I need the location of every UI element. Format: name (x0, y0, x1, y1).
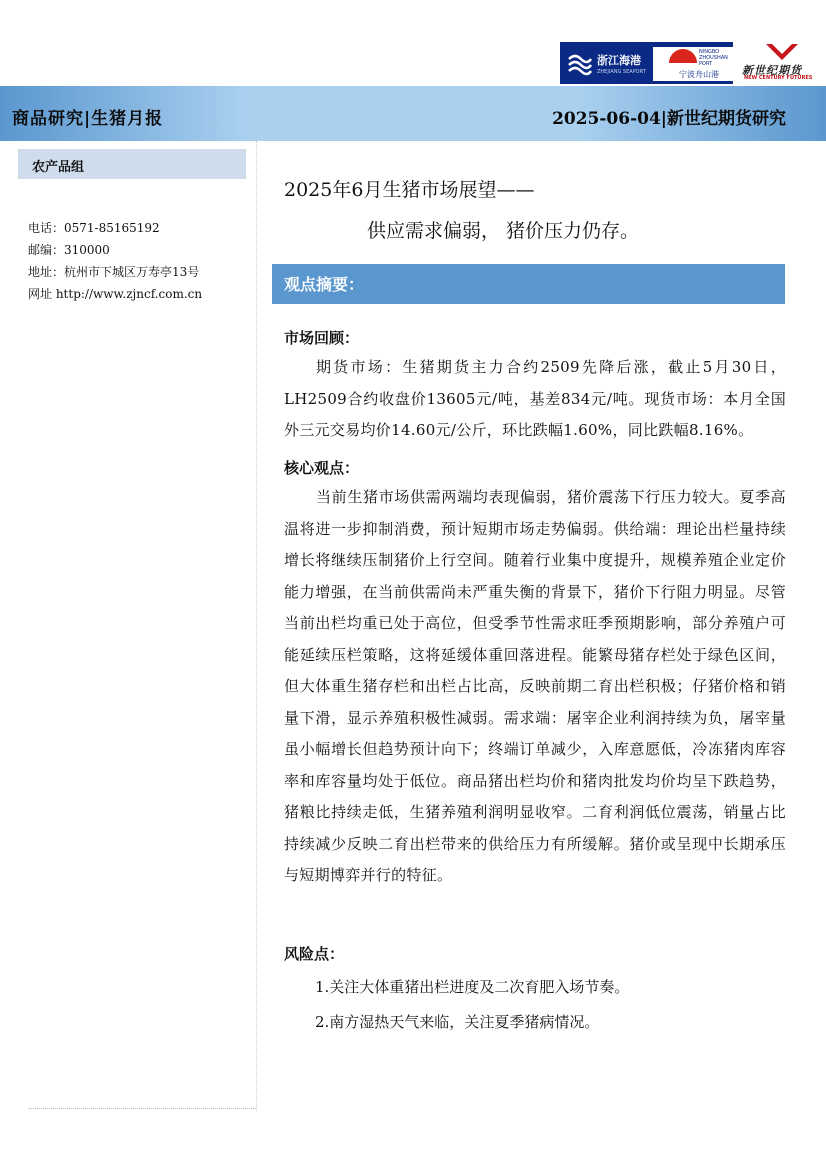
market-review-text: 期货市场：生猪期货主力合约2509先降后涨，截止5月30日，LH2509合约收盘价13605元/吨，基差834元/吨。现货市场：本月全国外三元交易均价14.60元/公斤，环比跌幅1.60%，同比跌幅8.16%。 (284, 358, 786, 439)
ncf-logo-cn: 新世纪期货 (742, 64, 802, 77)
group-name: 农产品组 (32, 160, 85, 175)
header-logos (560, 42, 826, 84)
sidebar-bottom-rule (28, 1108, 256, 1109)
core-view-text: 当前生猪市场供需两端均表现偏弱，猪价震荡下行压力较大。夏季高温将进一步抑制消费，预计短期市场走势偏弱。供给端：理论出栏量持续增长将继续压制猪价上行空间。随着行业集中度提升，规模养殖企业定价能力增强，在当前供需尚未严重失衡的背景下，猪价下行阻力明显。尽管当前出栏均重已处于高位，但受季节性需求旺季预期影响，部分养殖户可能延续压栏策略，这将延缓体重回落进程。能繁母猪存栏处于绿色区间，但大体重生猪存栏和出栏占比高，反映前期二育出栏积极；仔猪价格和销量下滑，显示养殖积极性减弱。需求端：屠宰企业利润持续为负，屠宰量虽小幅增长但趋势预计向下；终端订单减少，入库意愿低，冷冻猪肉库容率和库容量均处于低位。商品猪出栏均价和猪肉批发均价均呈下跌趋势，猪粮比持续走低，生猪养殖利润明显收窄。二育利润低位震荡，销量占比持续减少反映二育出栏带来的供给压力有所缓解。猪价或呈现中长期承压与短期博弈并行的特征。 (284, 488, 786, 884)
sidebar-group-label (18, 149, 246, 179)
summary-bar (272, 264, 785, 304)
port-logo-en: ZHEJIANG SEAPORT (597, 69, 646, 75)
ncf-mark-icon (764, 42, 800, 62)
port2-logo-cn: 宁波舟山港 (679, 70, 719, 79)
contact-website[interactable]: 网址 http://www.zjncf.com.cn (28, 287, 203, 301)
new-century-futures-logo (740, 42, 826, 84)
port-logo-cn: 浙江海港 (597, 54, 641, 67)
report-title: 2025年6月生猪市场展望—— (284, 179, 535, 201)
risk-item: 1.关注大体重猪出栏进度及二次育肥入场节奏。 (315, 978, 630, 996)
summary-label: 观点摘要： (284, 275, 365, 294)
wave-icon (567, 51, 593, 77)
risk-item: 2.南方湿热天气来临，关注夏季猪病情况。 (315, 1013, 600, 1031)
sidebar-divider (256, 141, 257, 1111)
contact-phone: 电话：0571-85165192 (28, 221, 160, 235)
ncf-logo-en: NEW CENTURY FUTURES (744, 75, 813, 81)
risk-heading: 风险点： (284, 945, 345, 963)
port2-logo-en: NINGBO ZHOUSHAN PORT (699, 49, 728, 67)
report-category: 商品研究|生猪月报 (12, 109, 164, 129)
market-review-heading: 市场回顾： (284, 329, 360, 347)
contact-address: 地址：杭州市下城区万寿亭13号 (28, 265, 200, 279)
core-view-heading: 核心观点： (284, 459, 360, 477)
zhejiang-seaport-logo (560, 42, 733, 84)
header-band (0, 86, 826, 141)
report-subtitle: 供应需求偏弱， 猪价压力仍存。 (367, 220, 640, 242)
report-date-source: 2025-06-04|新世纪期货研究 (552, 109, 786, 129)
contact-postcode: 邮编：310000 (28, 243, 110, 257)
